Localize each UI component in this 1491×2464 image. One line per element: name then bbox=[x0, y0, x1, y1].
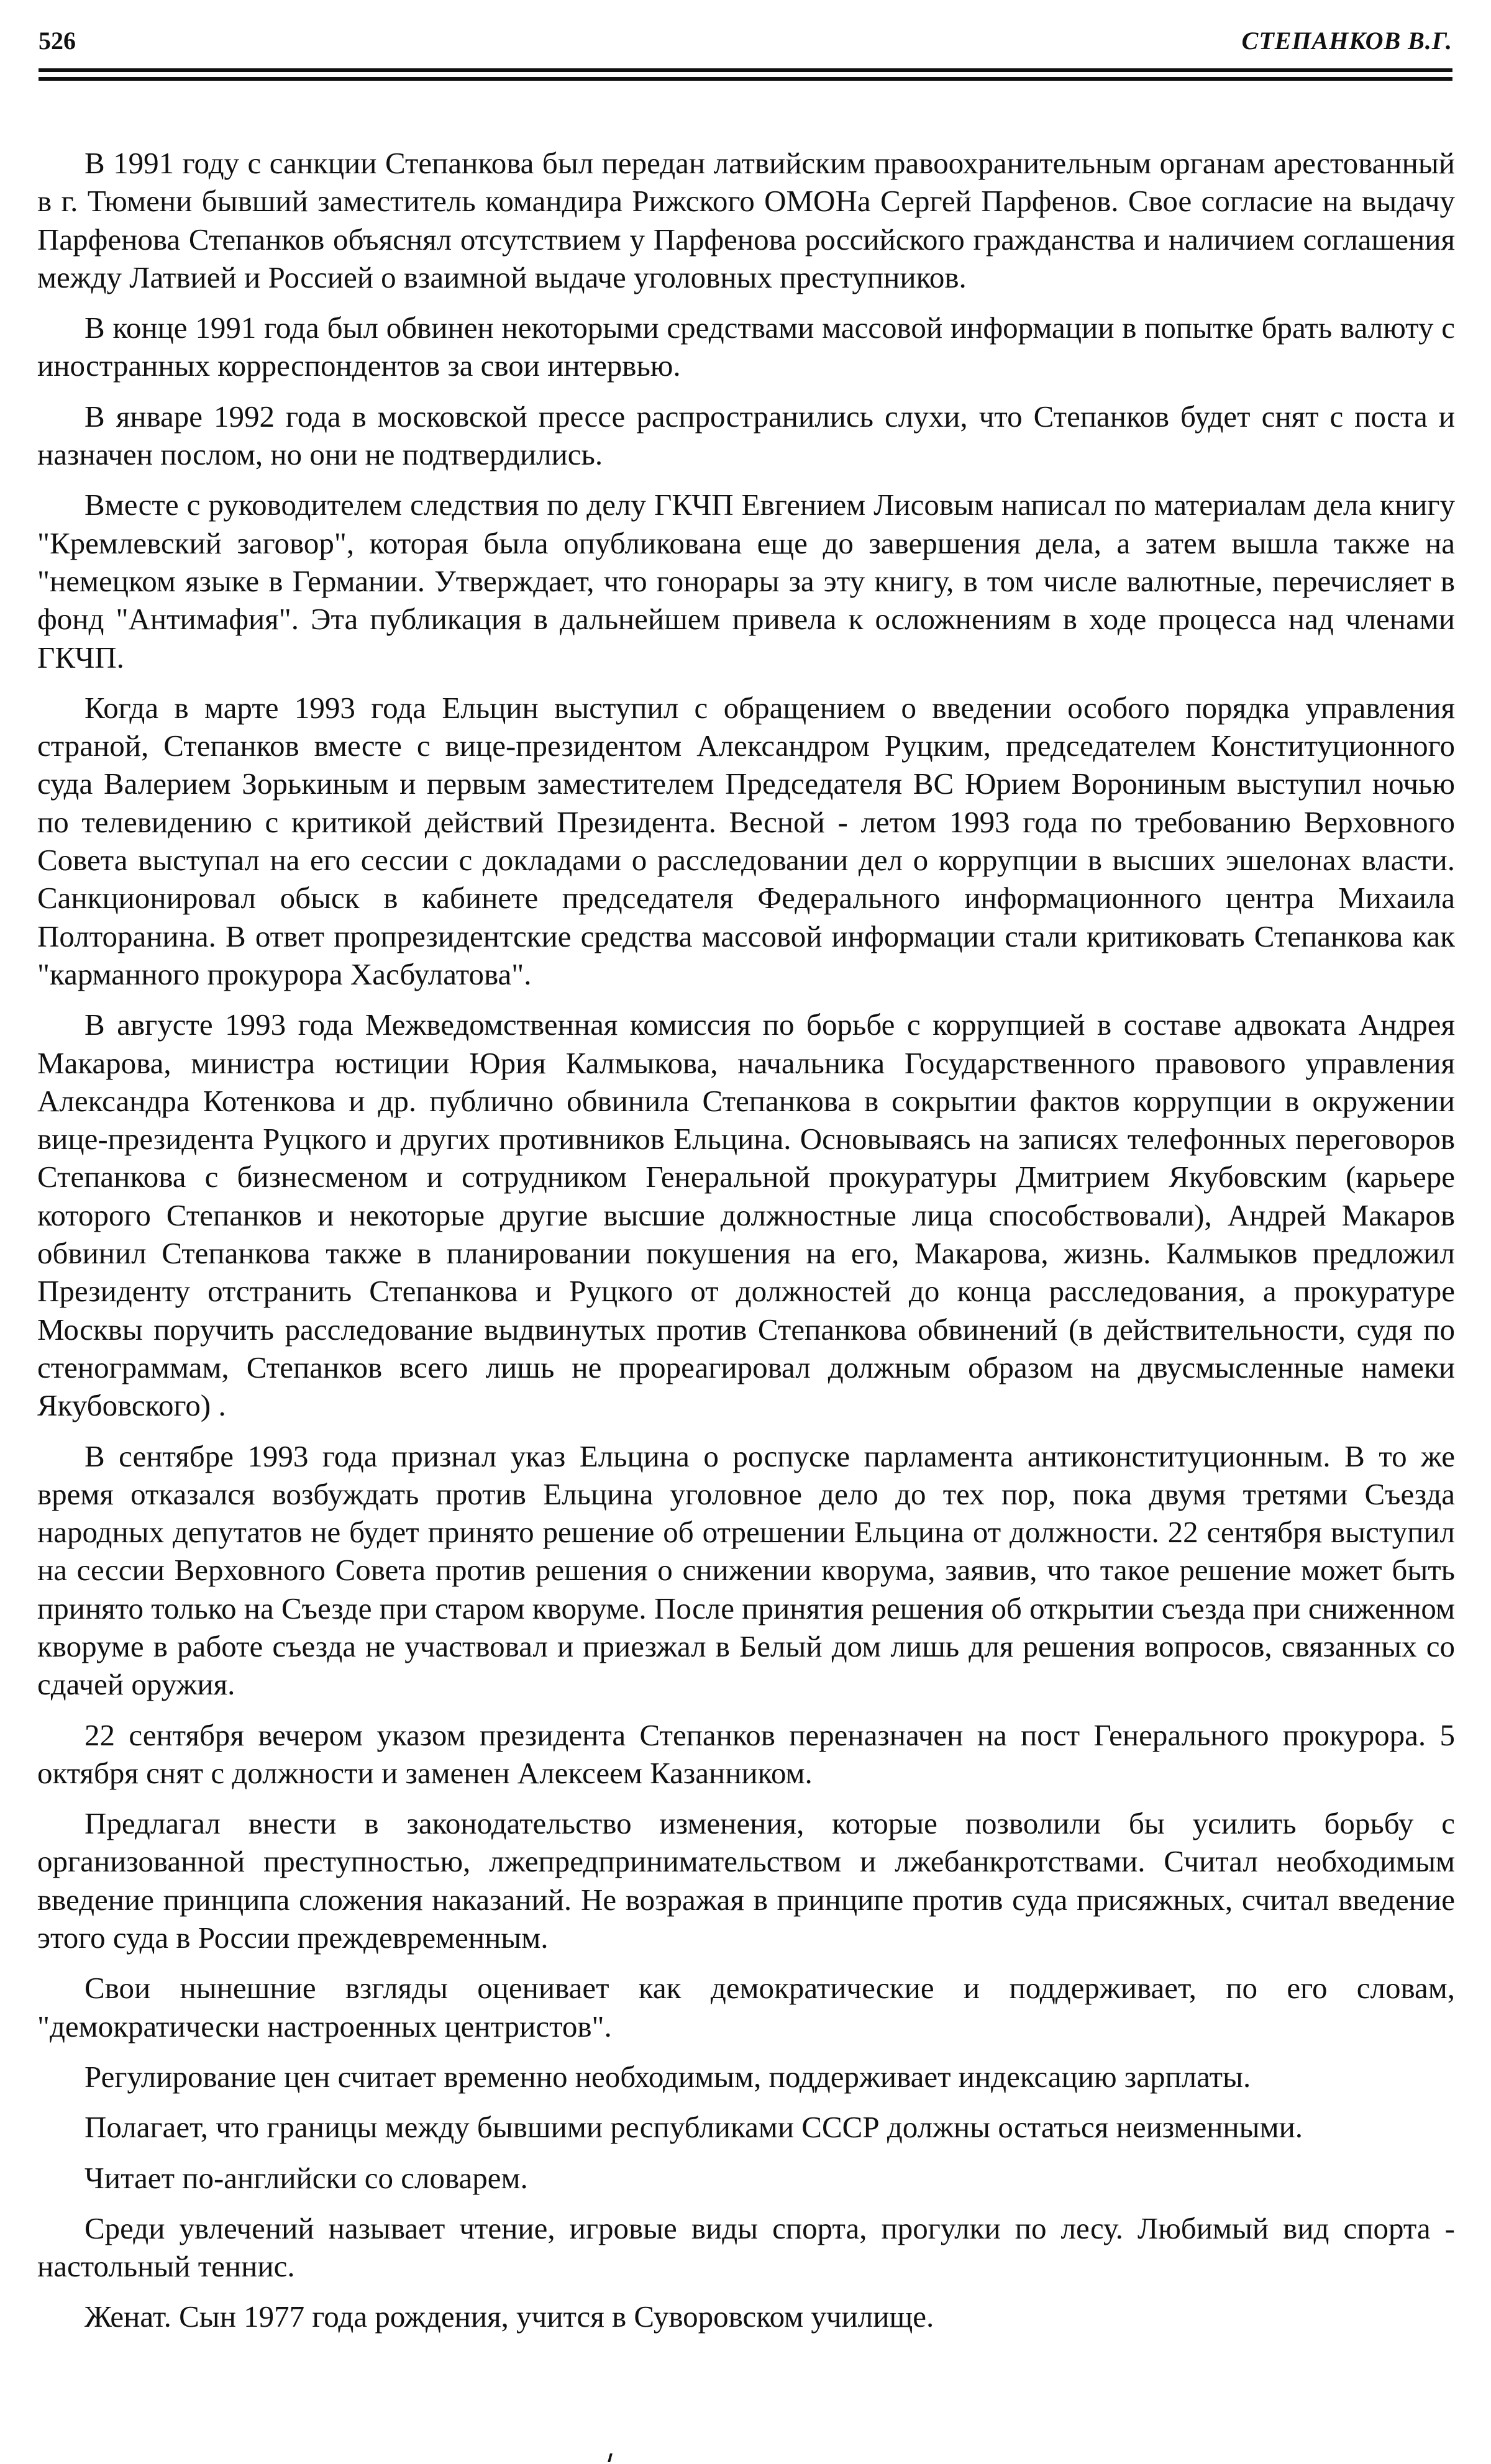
paragraph: Читает по-английски со словарем. bbox=[84, 2160, 528, 2195]
paragraph: Среди увлечений называет чтение, игровые виды спорта, прогулки по лесу. Любимый вид спорта - настольный теннис. bbox=[37, 2211, 1455, 2284]
paragraph: Полагает, что границы между бывшими республиками СССР должны остаться неизменными. bbox=[84, 2110, 1303, 2145]
paragraph: Вместе с руководителем следствия по делу ГКЧП Евгением Лисовым написал по материалам дела книгу "Кремлевский заговор", которая была опубликована еще до завершения дела, а затем вышла также на "немецком языке в Германии. Утверждает, что гонорары за эту книгу, в том числе валютные, перечисляет в фонд "Антимафия". Эта публикация в дальнейшем привела к осложнениям в ходе процесса над членами ГКЧП. bbox=[37, 488, 1455, 675]
running-title: СТЕПАНКОВ В.Г. bbox=[1241, 27, 1452, 55]
paragraph: Регулирование цен считает временно необходимым, поддерживает индексацию зарплаты. bbox=[84, 2059, 1251, 2094]
paragraph: В 1991 году с санкции Степанкова был передан латвийским правоохранительным органам арестованный в г. Тюмени бывший заместитель командира Рижского ОМОНа Сергей Парфенов. Свое согласие на выдачу Парфенова Степанков объяснял отсутствием у Парфенова российского гражданства и наличием соглашения между Латвией и Россией о взаимной выдаче уголовных преступников. bbox=[37, 146, 1455, 294]
page-number: 526 bbox=[39, 27, 76, 55]
scan-mark bbox=[608, 2453, 613, 2462]
paragraph: 22 сентября вечером указом президента Степанков переназначен на пост Генерального прокурора. 5 октября снят с должности и заменен Алексеем Казанником. bbox=[37, 1717, 1455, 1790]
paragraph: Предлагал внести в законодательство изменения, которые позволили бы усилить борьбу с организованной преступностью, лжепредпринимательством и лжебанкротствами. Считал необходимым введение принципа сложения наказаний. Не возражая в принципе против суда присяжных, считал введение этого суда в России преждевременным. bbox=[37, 1806, 1455, 1955]
document-body bbox=[37, 144, 1455, 2348]
header-rule-bottom bbox=[39, 77, 1452, 81]
paragraph: Когда в марте 1993 года Ельцин выступил с обращением о введении особого порядка управления страной, Степанков вместе с вице-президентом Александром Руцким, председателем Конституционного суда Валерием Зорькиным и первым заместителем Председателя ВС Юрием Ворониным выступил ночью по телевидению с критикой действий Президента. Весной - летом 1993 года по требованию Верховного Совета выступал на его сессии с докладами о расследовании дел о коррупции в высших эшелонах власти. Санкционировал обыск в кабинете председателя Федерального информационного центра Михаила Полторанина. В ответ пропрезидентские средства массовой информации стали критиковать Степанкова как "карманного прокурора Хасбулатова". bbox=[37, 690, 1455, 991]
paragraph: Свои нынешние взгляды оценивает как демократические и поддерживает, по его словам, "демократически настроенных центристов". bbox=[37, 1971, 1455, 2043]
paragraph: В сентябре 1993 года признал указ Ельцина о роспуске парламента антиконституционным. В то же время отказался возбуждать против Ельцина уголовное дело до тех пор, пока двумя третями Съезда народных депутатов не будет принято решение об отрешении Ельцина от должности. 22 сентября выступил на сессии Верховного Совета против решения о снижении кворума, заявив, что такое решение может быть принято только на Съезде при старом кворуме. После принятия решения об открытии съезда при сниженном кворуме в работе съезда не участвовал и приезжал в Белый дом лишь для решения вопросов, связанных со сдачей оружия. bbox=[37, 1439, 1455, 1702]
page-header bbox=[39, 26, 1452, 63]
paragraph: Женат. Сын 1977 года рождения, учится в Суворовском училище. bbox=[84, 2299, 934, 2334]
header-rule-top bbox=[39, 68, 1452, 72]
paragraph: В августе 1993 года Межведомственная комиссия по борьбе с коррупцией в составе адвоката Андрея Макарова, министра юстиции Юрия Калмыкова, начальника Государственного правового управления Александра Котенкова и др. публично обвинила Степанкова в сокрытии фактов коррупции в окружении вице-президента Руцкого и других противников Ельцина. Основываясь на записях телефонных переговоров Степанкова с бизнесменом и сотрудником Генеральной прокуратуры Дмитрием Якубовским (карьере которого Степанков и некоторые другие высшие должностные лица способствовали), Андрей Макаров обвинил Степанкова также в планировании покушения на его, Макарова, жизнь. Калмыков предложил Президенту отстранить Степанкова и Руцкого от должностей до конца расследования, а прокуратуре Москвы поручить расследование выдвинутых против Степанкова обвинений (в действительности, судя по стенограммам, Степанков всего лишь не прореагировал должным образом на двусмысленные намеки Якубовского) . bbox=[37, 1007, 1455, 1423]
paragraph: В конце 1991 года был обвинен некоторыми средствами массовой информации в попытке брать валюту с иностранных корреспондентов за свои интервью. bbox=[37, 311, 1455, 383]
paragraph: В январе 1992 года в московской прессе распространились слухи, что Степанков будет снят с поста и назначен послом, но они не подтвердились. bbox=[37, 399, 1455, 472]
